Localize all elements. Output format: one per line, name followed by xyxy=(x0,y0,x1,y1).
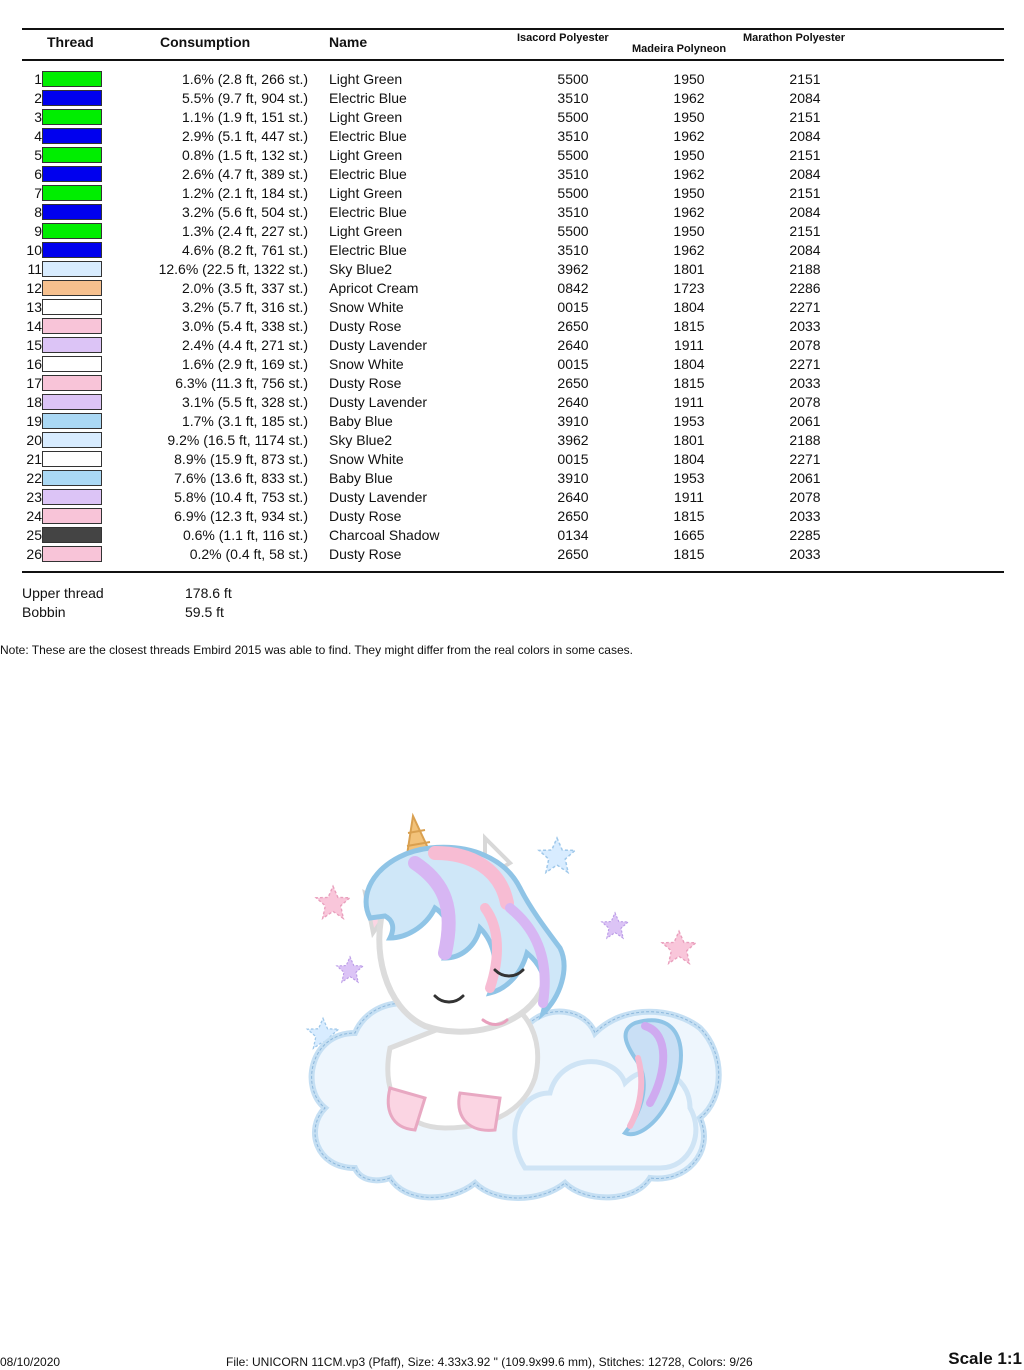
thread-color-swatch xyxy=(42,394,102,410)
thread-name: Light Green xyxy=(329,109,403,125)
thread-name: Apricot Cream xyxy=(329,280,419,296)
thread-number: 12 xyxy=(26,280,42,296)
thread-number: 11 xyxy=(27,261,42,277)
thread-color-swatch xyxy=(42,166,102,182)
thread-consumption: 5.5% (9.7 ft, 904 st.) xyxy=(181,90,308,106)
thread-color-swatch xyxy=(42,299,102,315)
table-top-rule xyxy=(22,28,1004,30)
isacord-code: 3510 xyxy=(557,166,589,182)
isacord-code: 2650 xyxy=(557,375,589,391)
thread-name: Dusty Lavender xyxy=(329,337,428,353)
table-row xyxy=(0,146,1024,165)
thread-name: Dusty Lavender xyxy=(329,489,428,505)
thread-color-swatch xyxy=(42,223,102,239)
thread-consumption: 3.1% (5.5 ft, 328 st.) xyxy=(181,394,308,410)
thread-color-swatch xyxy=(42,280,102,296)
thread-name: Snow White xyxy=(329,451,404,467)
thread-number: 8 xyxy=(34,204,42,220)
thread-consumption: 6.9% (12.3 ft, 934 st.) xyxy=(174,508,308,524)
marathon-code: 2151 xyxy=(789,185,821,201)
marathon-code: 2151 xyxy=(789,147,821,163)
isacord-code: 2640 xyxy=(557,337,589,353)
isacord-code: 3510 xyxy=(557,242,589,258)
thread-number: 17 xyxy=(26,375,42,391)
table-row xyxy=(0,355,1024,374)
table-row xyxy=(0,545,1024,564)
thread-consumption: 2.4% (4.4 ft, 271 st.) xyxy=(181,337,308,353)
marathon-code: 2271 xyxy=(789,451,821,467)
madeira-code: 1804 xyxy=(673,299,705,315)
thread-consumption: 1.2% (2.1 ft, 184 st.) xyxy=(181,185,308,201)
table-row xyxy=(0,222,1024,241)
color-note: Note: These are the closest threads Embird 2015 was able to find. They might differ from the real colors in some cases. xyxy=(0,643,633,657)
marathon-code: 2188 xyxy=(789,432,821,448)
table-row xyxy=(0,431,1024,450)
thread-consumption: 1.6% (2.9 ft, 169 st.) xyxy=(181,356,308,372)
thread-consumption: 2.0% (3.5 ft, 337 st.) xyxy=(181,280,308,296)
thread-name: Light Green xyxy=(329,147,403,163)
thread-number: 3 xyxy=(34,109,42,125)
marathon-code: 2078 xyxy=(789,394,821,410)
thread-color-swatch xyxy=(42,413,102,429)
isacord-code: 2640 xyxy=(557,394,589,410)
madeira-code: 1911 xyxy=(673,489,705,505)
thread-color-swatch xyxy=(42,451,102,467)
madeira-code: 1950 xyxy=(673,185,705,201)
madeira-code: 1801 xyxy=(673,432,705,448)
thread-number: 26 xyxy=(26,546,42,562)
madeira-code: 1962 xyxy=(673,166,705,182)
isacord-code: 2650 xyxy=(557,318,589,334)
marathon-code: 2078 xyxy=(789,337,821,353)
madeira-code: 1950 xyxy=(673,71,705,87)
madeira-code: 1815 xyxy=(673,318,705,334)
marathon-code: 2033 xyxy=(789,546,821,562)
thread-consumption: 12.6% (22.5 ft, 1322 st.) xyxy=(158,261,308,277)
thread-consumption: 7.6% (13.6 ft, 833 st.) xyxy=(174,470,308,486)
thread-number: 15 xyxy=(26,337,42,353)
madeira-code: 1804 xyxy=(673,356,705,372)
table-row xyxy=(0,108,1024,127)
madeira-code: 1950 xyxy=(673,223,705,239)
upper-thread-value: 178.6 ft xyxy=(185,585,232,601)
thread-color-swatch xyxy=(42,318,102,334)
table-row xyxy=(0,412,1024,431)
thread-number: 24 xyxy=(26,508,42,524)
marathon-code: 2033 xyxy=(789,318,821,334)
thread-name: Light Green xyxy=(329,223,403,239)
madeira-code: 1953 xyxy=(673,470,705,486)
table-row xyxy=(0,526,1024,545)
madeira-code: 1801 xyxy=(673,261,705,277)
thread-consumption: 9.2% (16.5 ft, 1174 st.) xyxy=(167,432,308,448)
thread-consumption: 5.8% (10.4 ft, 753 st.) xyxy=(174,489,308,505)
madeira-code: 1953 xyxy=(673,413,705,429)
table-bottom-rule xyxy=(22,571,1004,573)
isacord-code: 3510 xyxy=(557,90,589,106)
marathon-code: 2033 xyxy=(789,375,821,391)
table-row xyxy=(0,336,1024,355)
madeira-code: 1950 xyxy=(673,147,705,163)
madeira-code: 1804 xyxy=(673,451,705,467)
footer-file-info: File: UNICORN 11CM.vp3 (Pfaff), Size: 4.33x3.92 " (109.9x99.6 mm), Stitches: 12728, Colors: 9/26 xyxy=(226,1355,753,1369)
thread-consumption: 2.9% (5.1 ft, 447 st.) xyxy=(181,128,308,144)
thread-name: Charcoal Shadow xyxy=(329,527,440,543)
thread-color-swatch xyxy=(42,261,102,277)
thread-number: 14 xyxy=(26,318,42,334)
thread-number: 25 xyxy=(26,527,42,543)
isacord-code: 0134 xyxy=(557,527,589,543)
thread-name: Electric Blue xyxy=(329,242,407,258)
thread-consumption: 2.6% (4.7 ft, 389 st.) xyxy=(181,166,308,182)
thread-consumption: 3.0% (5.4 ft, 338 st.) xyxy=(181,318,308,334)
thread-consumption: 1.7% (3.1 ft, 185 st.) xyxy=(181,413,308,429)
thread-number: 7 xyxy=(34,185,42,201)
footer-date: 08/10/2020 xyxy=(0,1355,61,1369)
thread-number: 18 xyxy=(26,394,42,410)
marathon-code: 2151 xyxy=(789,223,821,239)
marathon-code: 2151 xyxy=(789,109,821,125)
thread-name: Light Green xyxy=(329,185,403,201)
thread-number: 23 xyxy=(26,489,42,505)
marathon-code: 2271 xyxy=(789,356,821,372)
table-row xyxy=(0,260,1024,279)
isacord-code: 0015 xyxy=(557,451,589,467)
table-row xyxy=(0,450,1024,469)
isacord-code: 2640 xyxy=(557,489,589,505)
unicorn-design-preview xyxy=(295,808,735,1208)
thread-name: Dusty Lavender xyxy=(329,394,428,410)
marathon-code: 2033 xyxy=(789,508,821,524)
thread-color-swatch xyxy=(42,356,102,372)
marathon-code: 2084 xyxy=(789,90,821,106)
madeira-code: 1723 xyxy=(673,280,705,296)
madeira-code: 1815 xyxy=(673,546,705,562)
table-row xyxy=(0,184,1024,203)
table-row xyxy=(0,507,1024,526)
thread-color-swatch xyxy=(42,109,102,125)
isacord-code: 3910 xyxy=(557,413,589,429)
isacord-code: 0842 xyxy=(557,280,589,296)
table-row xyxy=(0,89,1024,108)
table-row xyxy=(0,317,1024,336)
isacord-code: 0015 xyxy=(557,299,589,315)
thread-number: 9 xyxy=(34,223,42,239)
marathon-code: 2084 xyxy=(789,204,821,220)
thread-consumption: 0.6% (1.1 ft, 116 st.) xyxy=(182,527,308,543)
thread-name: Dusty Rose xyxy=(329,375,402,391)
thread-number: 1 xyxy=(34,71,42,87)
thread-name: Snow White xyxy=(329,299,404,315)
thread-number: 20 xyxy=(26,432,42,448)
madeira-code: 1950 xyxy=(673,109,705,125)
marathon-code: 2061 xyxy=(789,413,821,429)
thread-name: Light Green xyxy=(329,71,403,87)
thread-consumption: 0.8% (1.5 ft, 132 st.) xyxy=(181,147,308,163)
marathon-code: 2084 xyxy=(789,128,821,144)
thread-color-swatch xyxy=(42,508,102,524)
table-row xyxy=(0,279,1024,298)
header-bottom-rule xyxy=(22,59,1004,61)
thread-number: 5 xyxy=(34,147,42,163)
thread-number: 2 xyxy=(34,90,42,106)
isacord-code: 3510 xyxy=(557,128,589,144)
bobbin-label: Bobbin xyxy=(22,604,66,620)
table-row xyxy=(0,469,1024,488)
thread-name: Snow White xyxy=(329,356,404,372)
isacord-code: 5500 xyxy=(557,223,589,239)
thread-color-swatch xyxy=(42,546,102,562)
thread-consumption: 1.3% (2.4 ft, 227 st.) xyxy=(181,223,308,239)
isacord-code: 3962 xyxy=(557,432,589,448)
thread-color-swatch xyxy=(42,489,102,505)
header-marathon: Marathon Polyester xyxy=(743,32,846,44)
isacord-code: 2650 xyxy=(557,546,589,562)
isacord-code: 0015 xyxy=(557,356,589,372)
header-name: Name xyxy=(329,34,368,50)
table-row xyxy=(0,488,1024,507)
thread-color-swatch xyxy=(42,147,102,163)
thread-color-swatch xyxy=(42,204,102,220)
table-row xyxy=(0,393,1024,412)
thread-consumption: 8.9% (15.9 ft, 873 st.) xyxy=(174,451,308,467)
thread-number: 4 xyxy=(34,128,42,144)
table-row xyxy=(0,127,1024,146)
thread-consumption: 4.6% (8.2 ft, 761 st.) xyxy=(181,242,308,258)
isacord-code: 3962 xyxy=(557,261,589,277)
thread-name: Sky Blue2 xyxy=(329,261,393,277)
bobbin-value: 59.5 ft xyxy=(185,604,224,620)
table-row xyxy=(0,241,1024,260)
marathon-code: 2271 xyxy=(789,299,821,315)
thread-color-swatch xyxy=(42,242,102,258)
isacord-code: 5500 xyxy=(557,71,589,87)
header-consumption: Consumption xyxy=(160,34,251,50)
thread-number: 10 xyxy=(26,242,42,258)
thread-name: Electric Blue xyxy=(329,166,407,182)
thread-name: Dusty Rose xyxy=(329,508,402,524)
madeira-code: 1815 xyxy=(673,375,705,391)
thread-consumption: 1.1% (1.9 ft, 151 st.) xyxy=(181,109,308,125)
thread-name: Dusty Rose xyxy=(329,546,402,562)
marathon-code: 2084 xyxy=(789,166,821,182)
marathon-code: 2286 xyxy=(789,280,821,296)
thread-consumption: 3.2% (5.6 ft, 504 st.) xyxy=(181,204,308,220)
thread-name: Electric Blue xyxy=(329,90,407,106)
header-thread: Thread xyxy=(47,34,94,50)
upper-thread-label: Upper thread xyxy=(22,585,104,601)
thread-name: Baby Blue xyxy=(329,470,393,486)
table-row xyxy=(0,70,1024,89)
marathon-code: 2285 xyxy=(789,527,821,543)
thread-number: 13 xyxy=(26,299,42,315)
table-row xyxy=(0,165,1024,184)
thread-name: Dusty Rose xyxy=(329,318,402,334)
thread-number: 19 xyxy=(26,413,42,429)
thread-consumption: 1.6% (2.8 ft, 266 st.) xyxy=(181,71,308,87)
table-row xyxy=(0,203,1024,222)
thread-color-swatch xyxy=(42,432,102,448)
thread-consumption: 6.3% (11.3 ft, 756 st.) xyxy=(175,375,308,391)
thread-color-swatch xyxy=(42,71,102,87)
thread-name: Electric Blue xyxy=(329,128,407,144)
madeira-code: 1911 xyxy=(673,394,705,410)
thread-color-swatch xyxy=(42,185,102,201)
footer-scale: Scale 1:1 xyxy=(948,1349,1022,1368)
isacord-code: 3510 xyxy=(557,204,589,220)
isacord-code: 5500 xyxy=(557,185,589,201)
thread-name: Baby Blue xyxy=(329,413,393,429)
thread-number: 6 xyxy=(34,166,42,182)
marathon-code: 2151 xyxy=(789,71,821,87)
madeira-code: 1962 xyxy=(673,90,705,106)
thread-color-swatch xyxy=(42,375,102,391)
thread-color-swatch xyxy=(42,128,102,144)
table-row xyxy=(0,374,1024,393)
table-row xyxy=(0,298,1024,317)
thread-color-swatch xyxy=(42,90,102,106)
thread-number: 22 xyxy=(26,470,42,486)
thread-number: 21 xyxy=(26,451,42,467)
madeira-code: 1665 xyxy=(673,527,705,543)
isacord-code: 5500 xyxy=(557,147,589,163)
thread-number: 16 xyxy=(26,356,42,372)
header-isacord: Isacord Polyester xyxy=(517,32,609,44)
marathon-code: 2084 xyxy=(789,242,821,258)
madeira-code: 1962 xyxy=(673,242,705,258)
thread-name: Electric Blue xyxy=(329,204,407,220)
marathon-code: 2078 xyxy=(789,489,821,505)
thread-color-swatch xyxy=(42,337,102,353)
madeira-code: 1962 xyxy=(673,204,705,220)
madeira-code: 1911 xyxy=(673,337,705,353)
header-madeira: Madeira Polyneon xyxy=(632,43,727,55)
thread-consumption: 3.2% (5.7 ft, 316 st.) xyxy=(181,299,308,315)
thread-color-swatch xyxy=(42,470,102,486)
isacord-code: 2650 xyxy=(557,508,589,524)
madeira-code: 1962 xyxy=(673,128,705,144)
isacord-code: 3910 xyxy=(557,470,589,486)
thread-name: Sky Blue2 xyxy=(329,432,393,448)
isacord-code: 5500 xyxy=(557,109,589,125)
marathon-code: 2188 xyxy=(789,261,821,277)
madeira-code: 1815 xyxy=(673,508,705,524)
marathon-code: 2061 xyxy=(789,470,821,486)
thread-color-swatch xyxy=(42,527,102,543)
thread-consumption: 0.2% (0.4 ft, 58 st.) xyxy=(189,546,308,562)
